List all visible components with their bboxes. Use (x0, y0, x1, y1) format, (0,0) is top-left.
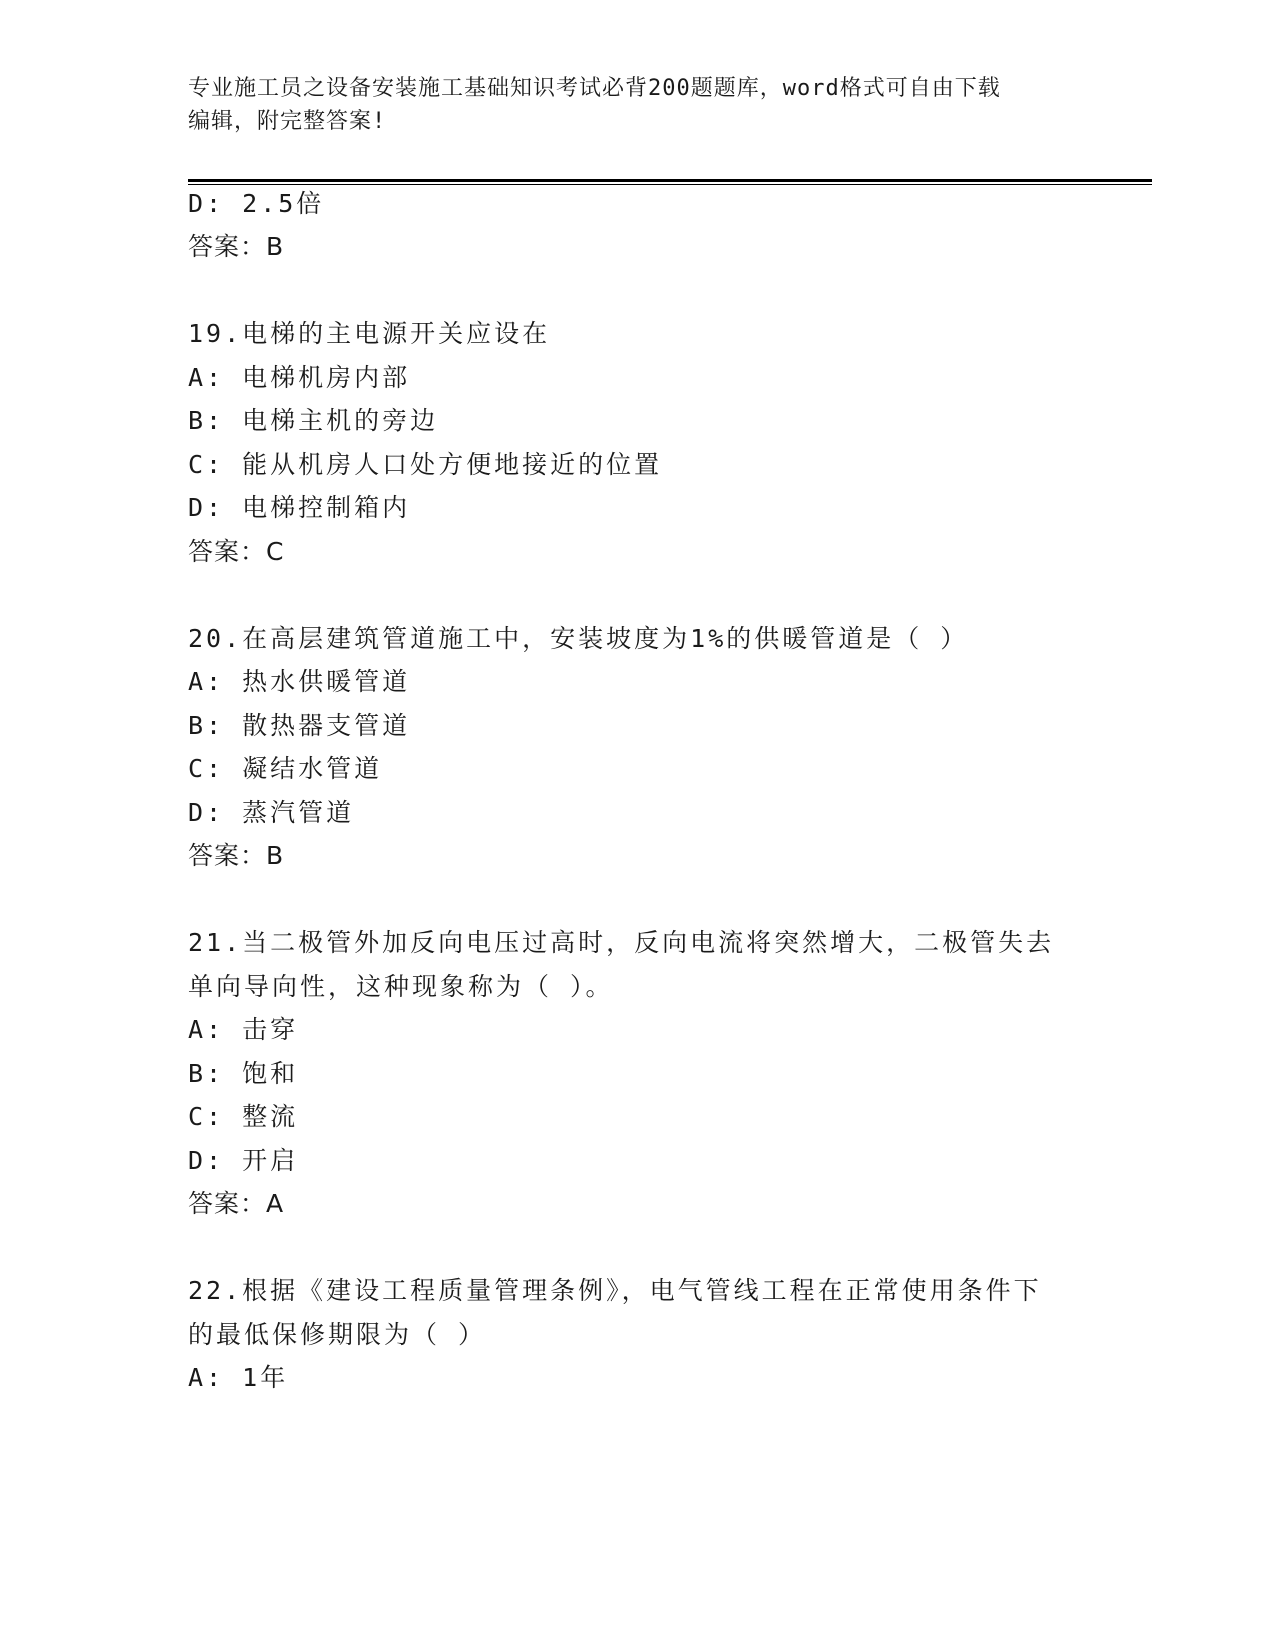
document-header (188, 72, 1088, 138)
q21-answer: 答案：A (188, 1189, 285, 1218)
q19-option-a: A: 电梯机房内部 (188, 363, 411, 392)
header-divider-thin (188, 184, 1152, 185)
q20-answer: 答案：B (188, 841, 285, 870)
q18-answer: 答案：B (188, 232, 285, 261)
header-title-line1: 专业施工员之设备安装施工基础知识考试必背200题题库，word格式可自由下载 (188, 76, 1001, 101)
q19-question: 19.电梯的主电源开关应设在 (188, 319, 551, 348)
q18-option-d: D: 2.5倍 (188, 189, 325, 218)
q22-question-line2: 的最低保修期限为（ ） (188, 1320, 487, 1349)
q20-option-d: D: 蒸汽管道 (188, 798, 355, 827)
q21-option-c: C: 整流 (188, 1102, 299, 1131)
header-divider-thick (188, 179, 1152, 182)
q22-question-line1: 22.根据《建设工程质量管理条例》，电气管线工程在正常使用条件下 (188, 1276, 1042, 1305)
q20-question: 20.在高层建筑管道施工中，安装坡度为1%的供暖管道是（ ） (188, 624, 969, 653)
q19-option-d: D: 电梯控制箱内 (188, 493, 411, 522)
header-title-line2: 编辑，附完整答案! (188, 109, 387, 134)
q21-question-line2: 单向导向性，这种现象称为（ ）。 (188, 972, 614, 1001)
q20-option-c: C: 凝结水管道 (188, 754, 383, 783)
q20-option-b: B: 散热器支管道 (188, 711, 411, 740)
q20-option-a: A: 热水供暖管道 (188, 667, 411, 696)
q21-question-line1: 21.当二极管外加反向电压过高时，反向电流将突然增大，二极管失去 (188, 928, 1055, 957)
q21-option-a: A: 击穿 (188, 1015, 299, 1044)
q19-option-c: C: 能从机房人口处方便地接近的位置 (188, 450, 663, 479)
q19-answer: 答案：C (188, 537, 285, 566)
q21-option-b: B: 饱和 (188, 1059, 299, 1088)
q19-option-b: B: 电梯主机的旁边 (188, 406, 439, 435)
q21-option-d: D: 开启 (188, 1146, 299, 1175)
q22-option-a: A: 1年 (188, 1363, 289, 1392)
